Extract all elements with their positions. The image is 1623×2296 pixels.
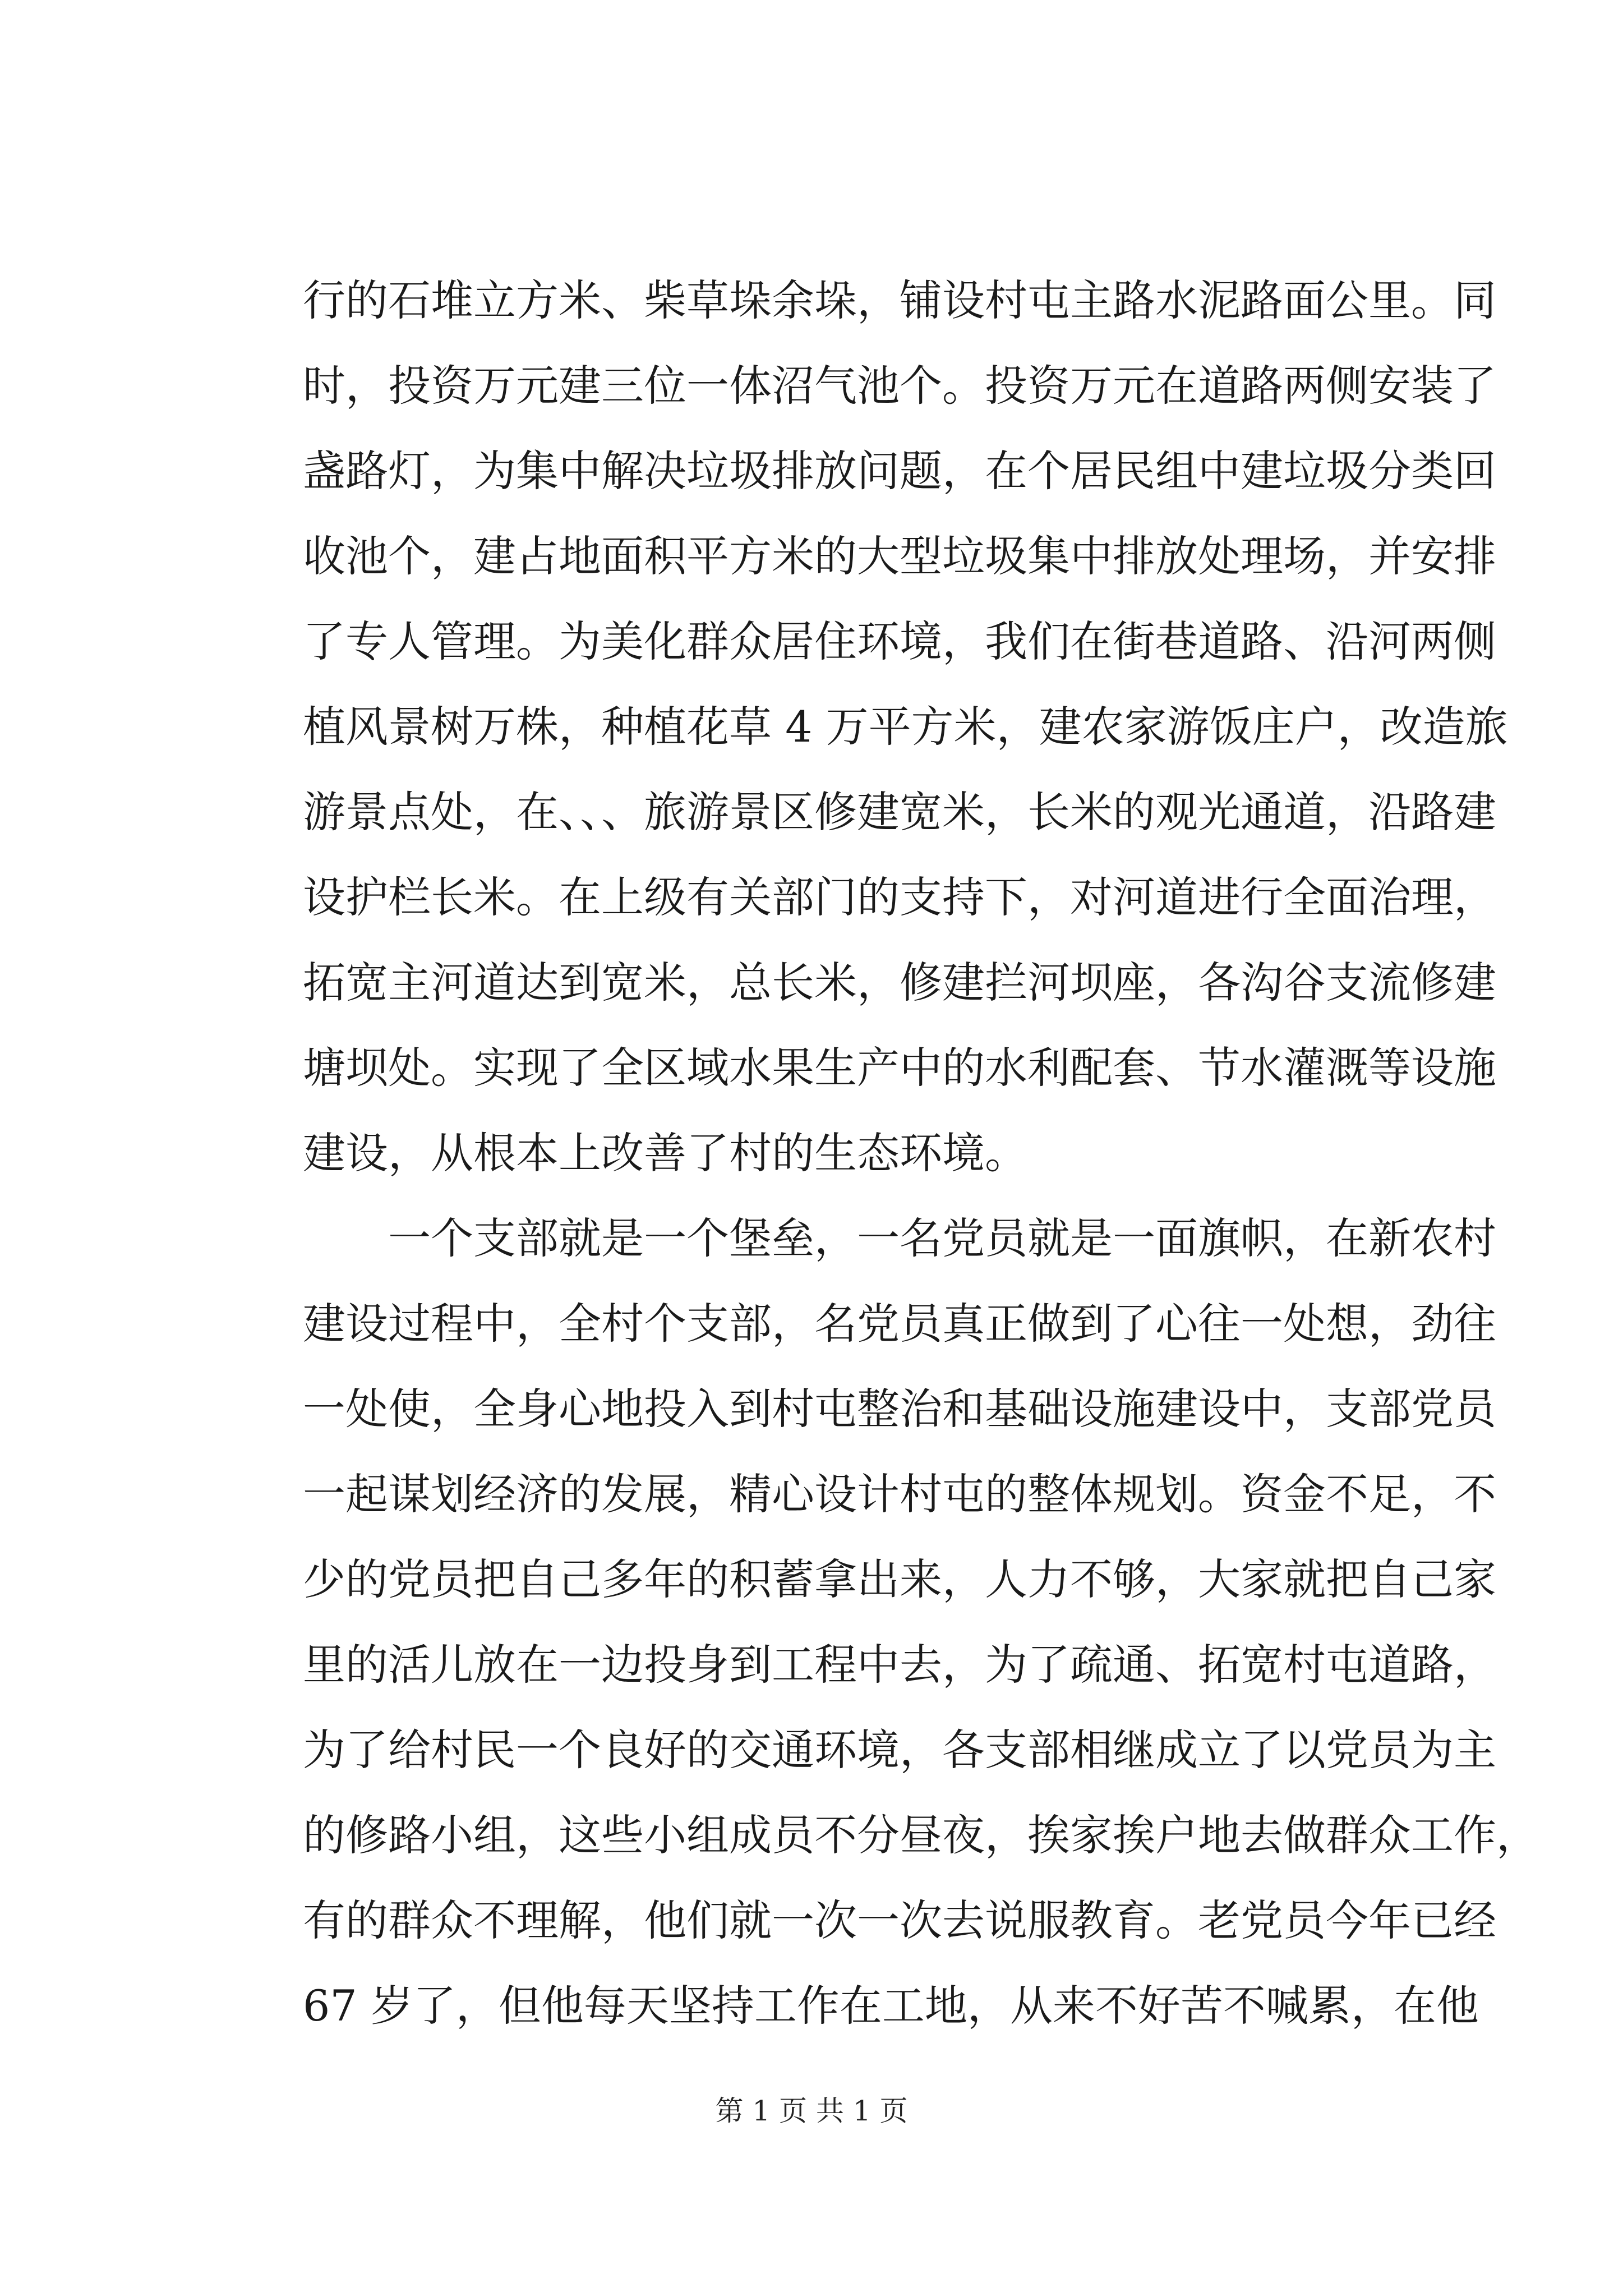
text-line: 植风景树万株，种植花草 4 万平方米，建农家游饭庄户，改造旅: [303, 702, 1508, 752]
paragraph-2: [303, 1196, 1539, 2049]
text-line: 拓宽主河道达到宽米，总长米，修建拦河坝座，各沟谷支流修建: [303, 958, 1496, 1007]
paragraph-1: [303, 258, 1508, 1196]
text-line: 一起谋划经济的发展，精心设计村屯的整体规划。资金不足，不: [303, 1469, 1496, 1519]
text-line: 一个支部就是一个堡垒，一名党员就是一面旗帜，在新农村: [388, 1213, 1496, 1263]
text-line: 了专人管理。为美化群众居住环境，我们在街巷道路、沿河两侧: [303, 616, 1496, 666]
document-body: [303, 258, 1539, 2049]
text-line: 时，投资万元建三位一体沼气池个。投资万元在道路两侧安装了: [303, 361, 1496, 411]
text-line: 游景点处，在、、、旅游景区修建宽米，长米的观光通道，沿路建: [303, 787, 1496, 837]
text-line: 少的党员把自己多年的积蓄拿出来，人力不够，大家就把自己家: [303, 1554, 1496, 1604]
text-line: 有的群众不理解，他们就一次一次去说服教育。老党员今年已经: [303, 1895, 1496, 1945]
text-line: 塘坝处。实现了全区域水果生产中的水利配套、节水灌溉等设施: [303, 1043, 1496, 1093]
text-line: 67 岁了，但他每天坚持工作在工地，从来不好苦不喊累，在他: [303, 1981, 1479, 2031]
text-line: 建设过程中，全村个支部，名党员真正做到了心往一处想，劲往: [303, 1299, 1496, 1349]
text-line: 里的活儿放在一边投身到工程中去，为了疏通、拓宽村屯道路，: [303, 1640, 1496, 1690]
text-line: 建设，从根本上改善了村的生态环境。: [303, 1128, 1027, 1178]
text-line: 行的石堆立方米、柴草垛余垛，铺设村屯主路水泥路面公里。同: [303, 275, 1496, 325]
text-line: 的修路小组，这些小组成员不分昼夜，挨家挨户地去做群众工作，: [303, 1810, 1539, 1860]
text-line: 收池个，建占地面积平方米的大型垃圾集中排放处理场，并安排: [303, 531, 1496, 581]
text-line: 设护栏长米。在上级有关部门的支持下，对河道进行全面治理，: [303, 872, 1496, 922]
page-footer: [0, 2091, 1623, 2131]
text-line: 为了给村民一个良好的交通环境，各支部相继成立了以党员为主: [303, 1725, 1496, 1775]
text-line: 盏路灯，为集中解决垃圾排放问题，在个居民组中建垃圾分类回: [303, 446, 1496, 496]
page-number-label: 第 1 页 共 1 页: [715, 2095, 908, 2127]
text-line: 一处使，全身心地投入到村屯整治和基础设施建设中，支部党员: [303, 1384, 1496, 1434]
